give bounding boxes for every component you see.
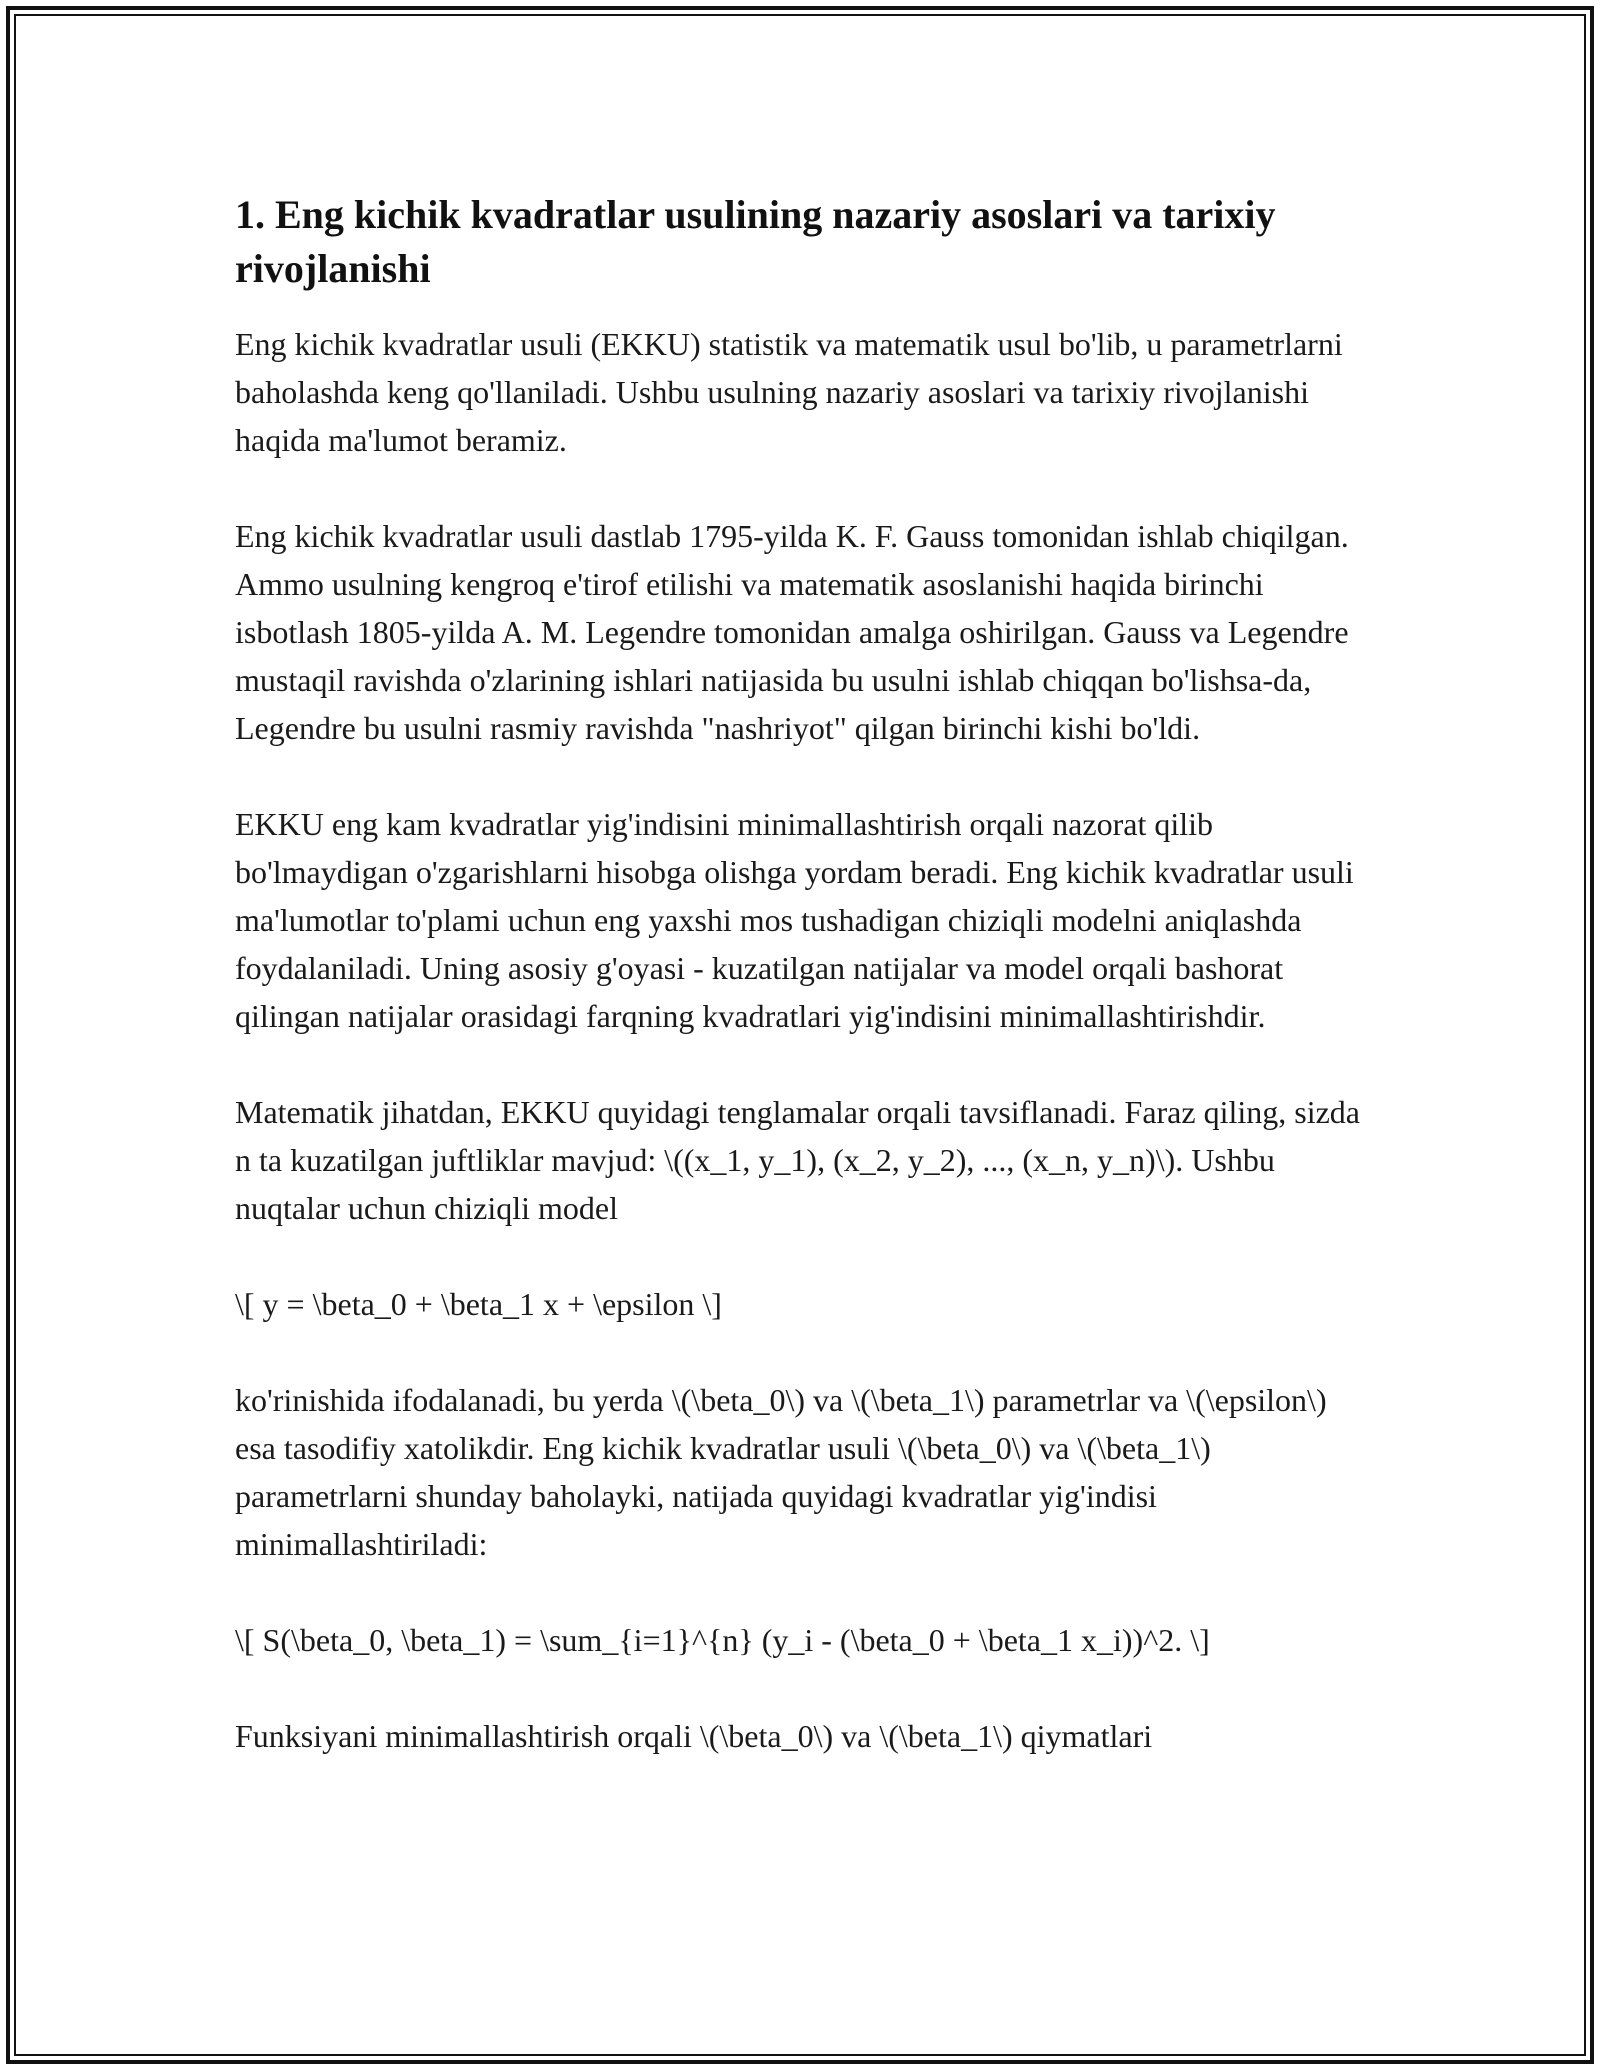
paragraph-math-intro: Matematik jihatdan, EKKU quyidagi tenglamalar orqali tavsiflanadi. Faraz qiling, sizda n ta kuzatilgan juftliklar mavjud: \((x_1, y_1), (x_2, y_2), ..., (x_n, y_n)\). Ushbu nuqtalar uchun chiziqli model — [235, 1094, 1360, 1226]
paragraph-minimization: Funksiyani minimallashtirish orqali \(\beta_0\) va \(\beta_1\) qiymatlari — [235, 1718, 1153, 1754]
formula-sum-of-squares: \[ S(\beta_0, \beta_1) = \sum_{i=1}^{n} (y_i - (\beta_0 + \beta_1 x_i))^2. \] — [235, 1622, 1210, 1658]
section-heading: 1. Eng kichik kvadratlar usulining nazariy asoslari va tarixiy rivojlanishi — [235, 192, 1276, 291]
paragraph-idea: EKKU eng kam kvadratlar yig'indisini minimallashtirish orqali nazorat qilib bo'lmaydigan o'zgarishlarni hisobga olishga yordam beradi. Eng kichik kvadratlar usuli ma'lumotlar to'plami uchun eng yaxshi mos tushadigan chiziqli modelni aniqlashda foydalaniladi. Uning asosiy g'oyasi - kuzatilgan natijalar va model orqali bashorat qilingan natijalar orasidagi farqning kvadratlari yig'indisini minimallashtirishdir. — [235, 806, 1354, 1034]
formula-linear-model: \[ y = \beta_0 + \beta_1 x + \epsilon \] — [235, 1286, 722, 1322]
paragraph-parameters: ko'rinishida ifodalanadi, bu yerda \(\beta_0\) va \(\beta_1\) parametrlar va \(\epsilon\) esa tasodifiy xatolikdir. Eng kichik kvadratlar usuli \(\beta_0\) va \(\beta_1\) parametrlarni shunday baholayki, natijada quyidagi kvadratlar yig'indisi minimallashtiriladi: — [235, 1382, 1327, 1562]
paragraph-intro: Eng kichik kvadratlar usuli (EKKU) statistik va matematik usul bo'lib, u parametrlarni baholashda keng qo'llaniladi. Ushbu usulning nazariy asoslari va tarixiy rivojlanishi haqida ma'lumot beramiz. — [235, 326, 1343, 458]
paragraph-history: Eng kichik kvadratlar usuli dastlab 1795-yilda K. F. Gauss tomonidan ishlab chiqilgan. Ammo usulning kengroq e'tirof etilishi va matematik asoslanishi haqida birinchi isbotlash 1805-yilda A. M. Legendre tomonidan amalga oshirilgan. Gauss va Legendre mustaqil ravishda o'zlarining ishlari natijasida bu usulni ishlab chiqqan bo'lishsa-da, Legendre bu usulni rasmiy ravishda "nashriyot" qilgan birinchi kishi bo'ldi. — [235, 518, 1349, 746]
document-body — [235, 188, 1375, 1808]
